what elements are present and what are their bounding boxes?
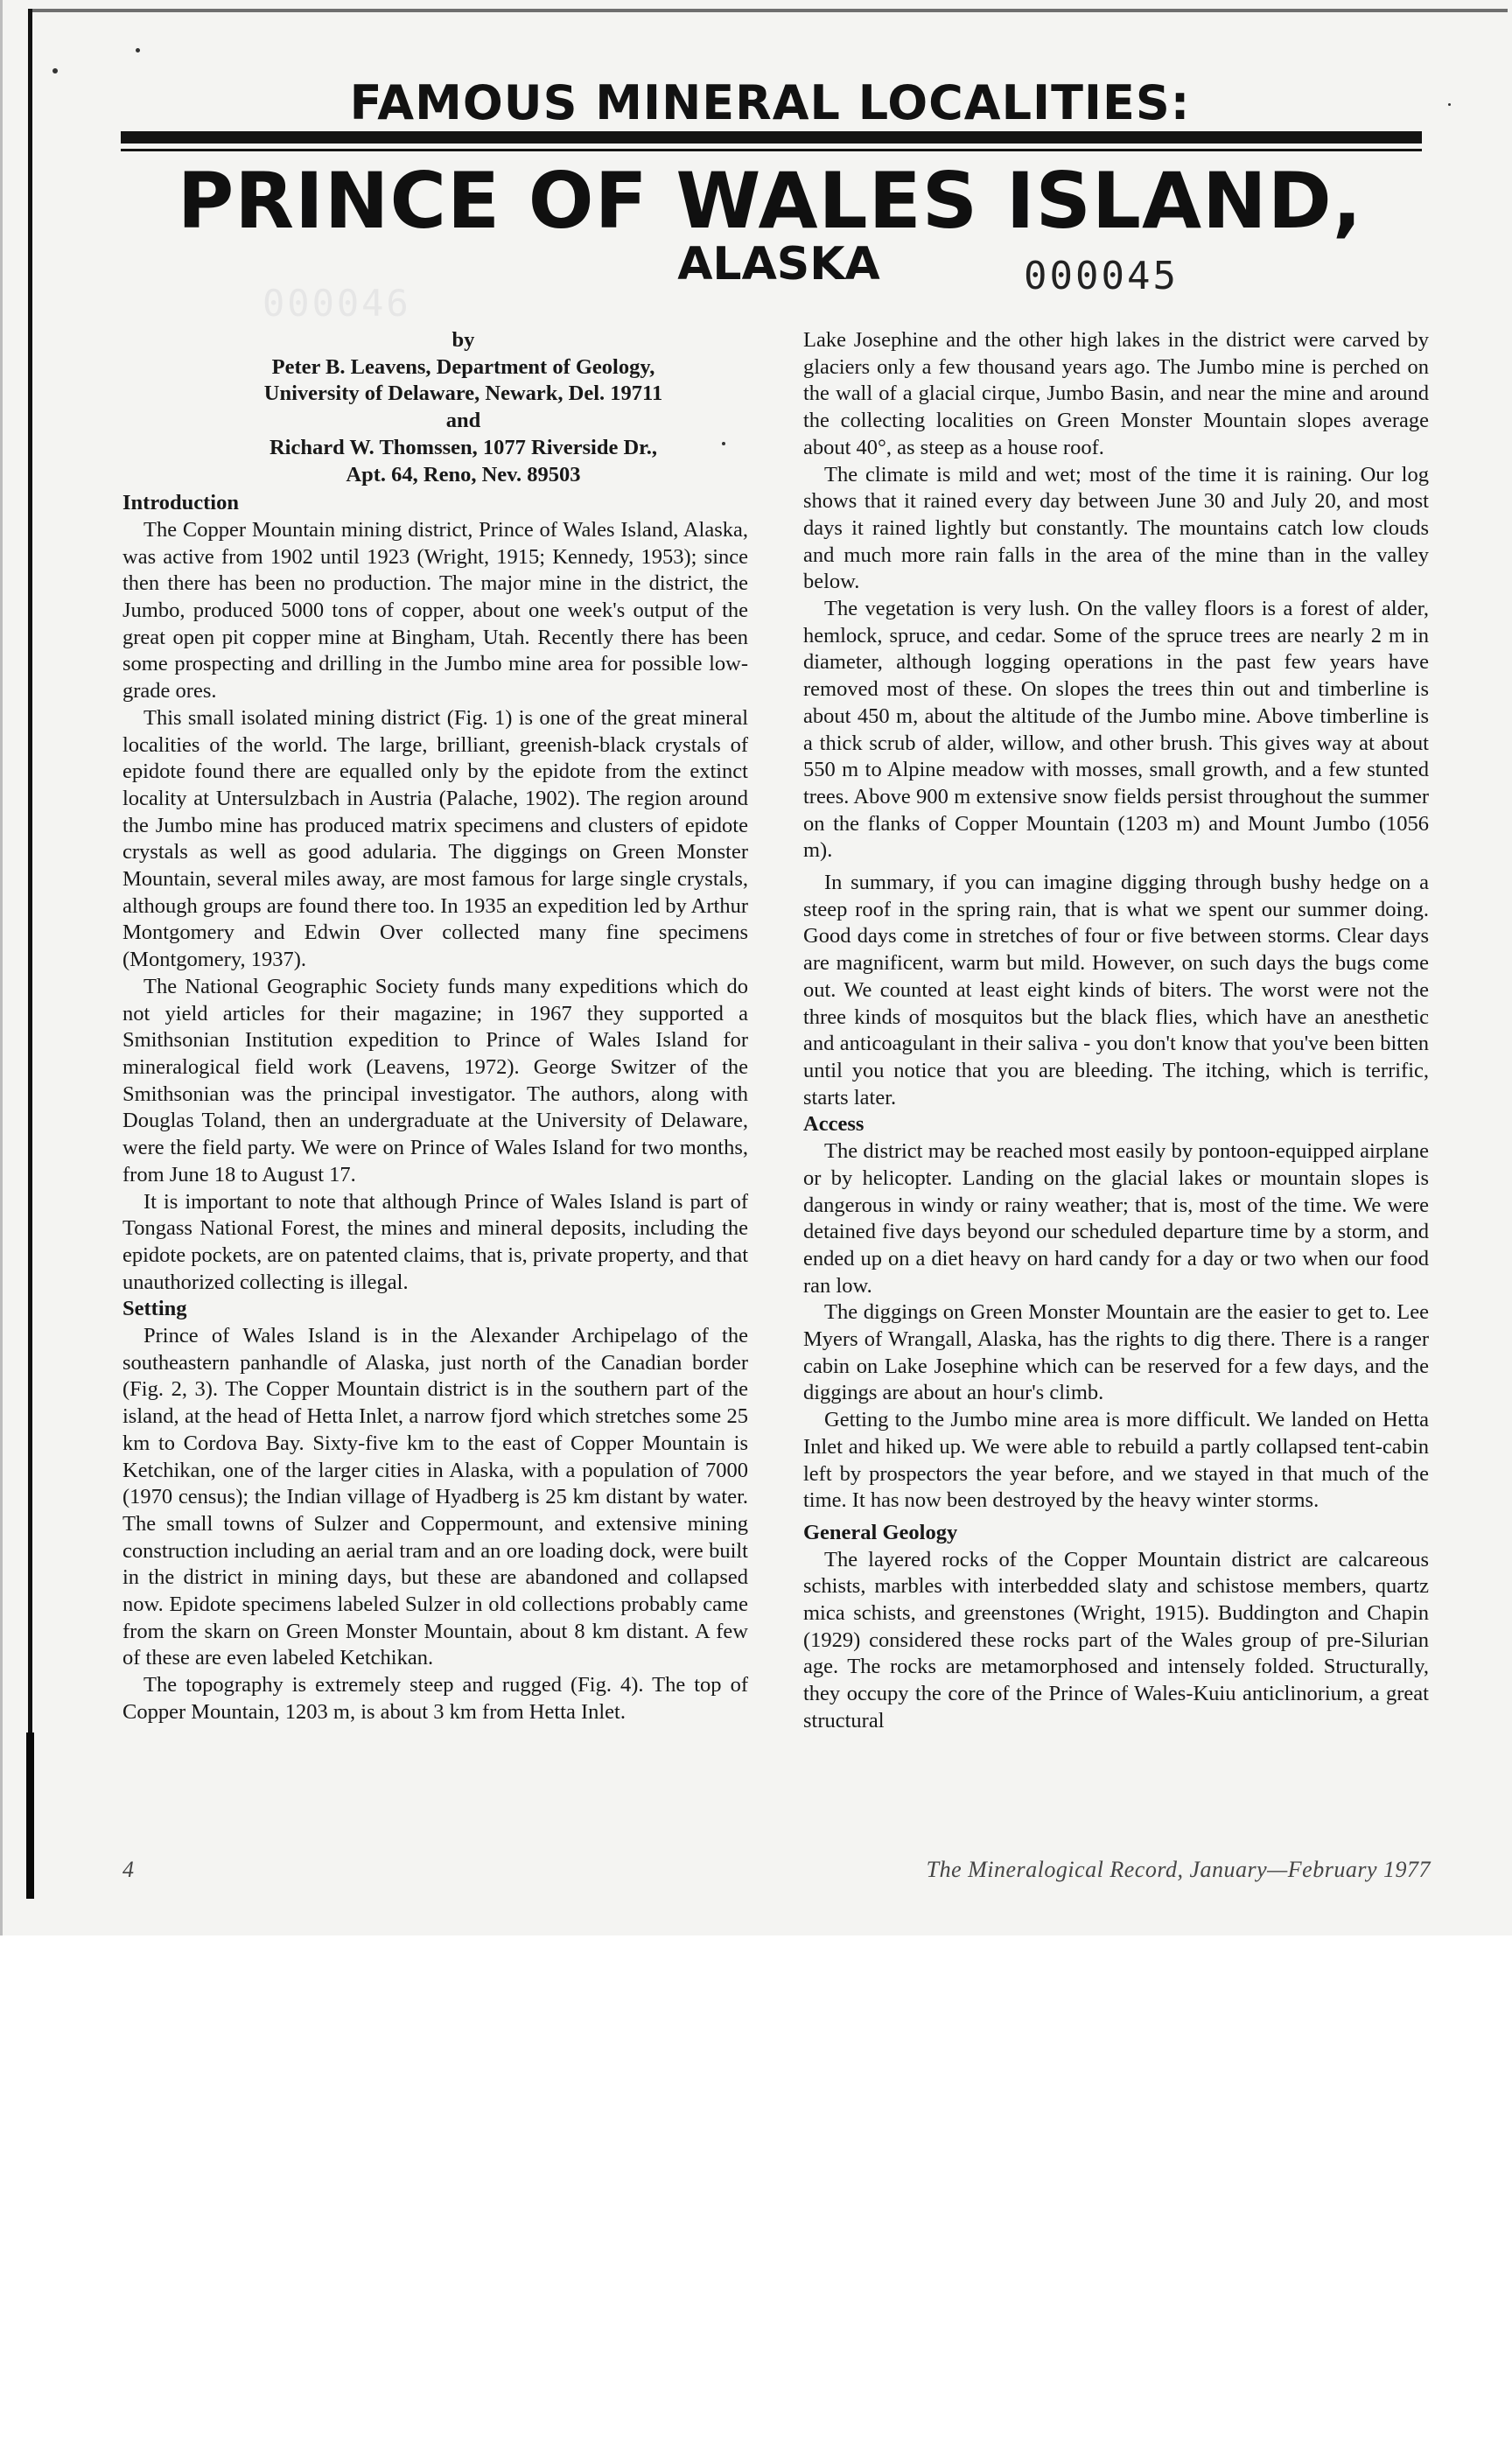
left-column <box>122 327 748 1726</box>
faint-bleedthrough-number: 000046 <box>262 282 411 325</box>
body-paragraph: In summary, if you can imagine digging through bushy hedge on a steep roof in the spring rain, that is what we spent our summer doing. Good days come in stretches of four or five between storms. Clear days are magnificent, warm but mild. However, on such days the bugs come out. We counted at least eight kinds of biters. The worst were not the three kinds of mosquitos but the black flies, which have an anesthetic and anticoagulant in their saliva - you don't know that you've been bitten until you notice that you are bleeding. The itching, which is terrific, starts later. <box>803 871 1429 1110</box>
author1-affiliation-line1: Peter B. Leavens, Department of Geology, <box>271 354 655 379</box>
byline-and: and <box>445 409 481 433</box>
article-subtitle: ALASKA <box>677 238 880 290</box>
binding-edge <box>28 9 32 1899</box>
section-heading-general-geology: General Geology <box>803 1520 958 1544</box>
continued-paragraph: Lake Josephine and the other high lakes in the district were carved by glaciers only a few thousand years ago. The Jumbo mine is perched on the wall of a glacial cirque, Jumbo Basin, and near the mine and around the collecting localities on Green Monster Mountain slopes average about 40°, as steep as a house roof. <box>803 328 1429 459</box>
author2-address-line2: Apt. 64, Reno, Nev. 89503 <box>346 462 581 486</box>
scan-speck <box>52 68 58 74</box>
body-paragraph: The diggings on Green Monster Mountain are the easier to get to. Lee Myers of Wrangall, Alaska, has the rights to dig there. There is a ranger cabin on Lake Josephine which can be reserved for a few days, and the diggings are about an hour's climb. <box>803 1300 1429 1405</box>
document-stamp-number: 000045 <box>1024 254 1179 298</box>
body-paragraph: The National Geographic Society funds many expeditions which do not yield articles for their magazine; in 1967 they supported a Smithsonian Institution expedition to Prince of Wales Island for mineralogical field work (Leavens, 1972). George Switzer of the Smithsonian was the principal investigator. The authors, along with Douglas Toland, then an undergraduate at the University of Delaware, were the field party. We were on Prince of Wales Island for two months, from June 18 to August 17. <box>122 974 748 1186</box>
title-rule-thin <box>121 149 1422 151</box>
body-paragraph: It is important to note that although Prince of Wales Island is part of Tongass National Forest, the mines and mineral deposits, including the epidote pockets, are on patented claims, that is, private property, and that unauthorized collecting is illegal. <box>122 1189 748 1294</box>
journal-footer: The Mineralogical Record, January—February 1977 <box>926 1857 1431 1882</box>
scan-speck <box>1448 103 1451 106</box>
scan-top-edge <box>31 9 1508 12</box>
body-paragraph: Getting to the Jumbo mine area is more difficult. We landed on Hetta Inlet and hiked up. We were able to rebuild a partly collapsed tent-cabin left by prospectors the year before, and we stayed in that much of the time. It has now been destroyed by the heavy winter storms. <box>803 1408 1429 1513</box>
byline-by: by <box>452 328 475 352</box>
body-paragraph: The topography is extremely steep and rugged (Fig. 4). The top of Copper Mountain, 1203 m, is about 3 km from Hetta Inlet. <box>122 1673 748 1724</box>
section-heading-setting: Setting <box>122 1297 187 1321</box>
body-paragraph: The Copper Mountain mining district, Prince of Wales Island, Alaska, was active from 1902 until 1923 (Wright, 1915; Kennedy, 1953); since then there has been no production. The major mine in the district, the Jumbo, produced 5000 tons of copper, about one week's output of the great open pit copper mine at Bingham, Utah. Recently there has been some prospecting and drilling in the Jumbo mine area for possible low-grade ores. <box>122 517 748 704</box>
section-heading-introduction: Introduction <box>122 491 239 515</box>
page-number: 4 <box>122 1857 134 1882</box>
scan-speck <box>136 48 140 52</box>
section-heading-access: Access <box>803 1112 864 1137</box>
series-heading: FAMOUS MINERAL LOCALITIES: <box>349 75 1191 130</box>
author1-affiliation-line2: University of Delaware, Newark, Del. 19711 <box>263 382 663 406</box>
body-paragraph: The vegetation is very lush. On the valley floors is a forest of alder, hemlock, spruce, and cedar. Some of the spruce trees are nearly 2 m in diameter, although logging operations in the past few years have removed most of these. On slopes the trees thin out and timberline is about 450 m, about the altitude of the Jumbo mine. Above timberline is a thick scrub of alder, willow, and other brush. This gives way at about 550 m to Alpine meadow with mosses, small growth, and a few stunted trees. Above 900 m extensive snow fields persist throughout the summer on the flanks of Copper Mountain (1203 m) and Mount Jumbo (1056 m). <box>803 597 1429 863</box>
right-column <box>803 327 1429 1735</box>
body-paragraph: The layered rocks of the Copper Mountain district are calcareous schists, marbles with interbedded slaty and schistose members, quartz mica schists, and greenstones (Wright, 1915). Buddington and Chapin (1929) considered these rocks part of the Wales group of pre-Silurian age. The rocks are metamorphosed and intensely folded. Structurally, they occupy the core of the Prince of Wales-Kuiu anticlinorium, a great structural <box>803 1547 1429 1732</box>
body-paragraph: This small isolated mining district (Fig. 1) is one of the great mineral localities of the world. The large, brilliant, greenish-black crystals of epidote found there are equalled only by the epidote from the extinct locality at Untersulzbach in Austria (Palache, 1902). The region around the Jumbo mine has produced matrix specimens and clusters of epidote crystals as well as good adularia. The diggings on Green Monster Mountain, several miles away, are most famous for large single crystals, although groups are found there too. In 1935 an expedition led by Arthur Montgomery and Edwin Over collected many fine specimens (Montgomery, 1937). <box>122 705 748 972</box>
article-title: PRINCE OF WALES ISLAND, <box>177 156 1363 246</box>
body-paragraph: Prince of Wales Island is in the Alexander Archipelago of the southeastern panhandle of Alaska, just north of the Canadian border (Fig. 2, 3). The Copper Mountain district is in the southern part of the island, at the head of Hetta Inlet, a narrow fjord which stretches some 25 km to Cordova Bay. Sixty-five km to the east of Copper Mountain is Ketchikan, one of the larger cities in Alaska, with a population of 7000 (1970 census); the Indian village of Hyadberg is 25 km distant by water. The small towns of Sulzer and Coppermount, and extensive mining construction including an aerial tram and an ore loading dock, were built in the district in mining days, but these are abandoned and collapsed now. Epidote specimens labeled Sulzer in old collections probably came from the skarn on Green Monster Mountain, about 8 km distant. A few of these are even labeled Ketchikan. <box>122 1324 748 1670</box>
title-rule-thick <box>121 131 1422 144</box>
author2-address-line1: Richard W. Thomssen, 1077 Riverside Dr., <box>269 435 658 459</box>
body-paragraph: The climate is mild and wet; most of the time it is raining. Our log shows that it rained every day between June 30 and July 20, and most days it rained lightly but constantly. The mountains catch low clouds and much more rain falls in the area of the mine than in the valley below. <box>803 462 1429 594</box>
byline <box>122 327 748 488</box>
body-paragraph: The district may be reached most easily by pontoon-equipped airplane or by helicopter. Landing on the glacial lakes or mountain slopes is dangerous in windy or rainy weather; that is, most of the time. We were detained five days beyond our scheduled departure time by a storm, and ended up on a diet heavy on hard candy for a day or two when our food ran low. <box>803 1139 1429 1298</box>
binding-edge-shadow <box>26 1732 34 1899</box>
